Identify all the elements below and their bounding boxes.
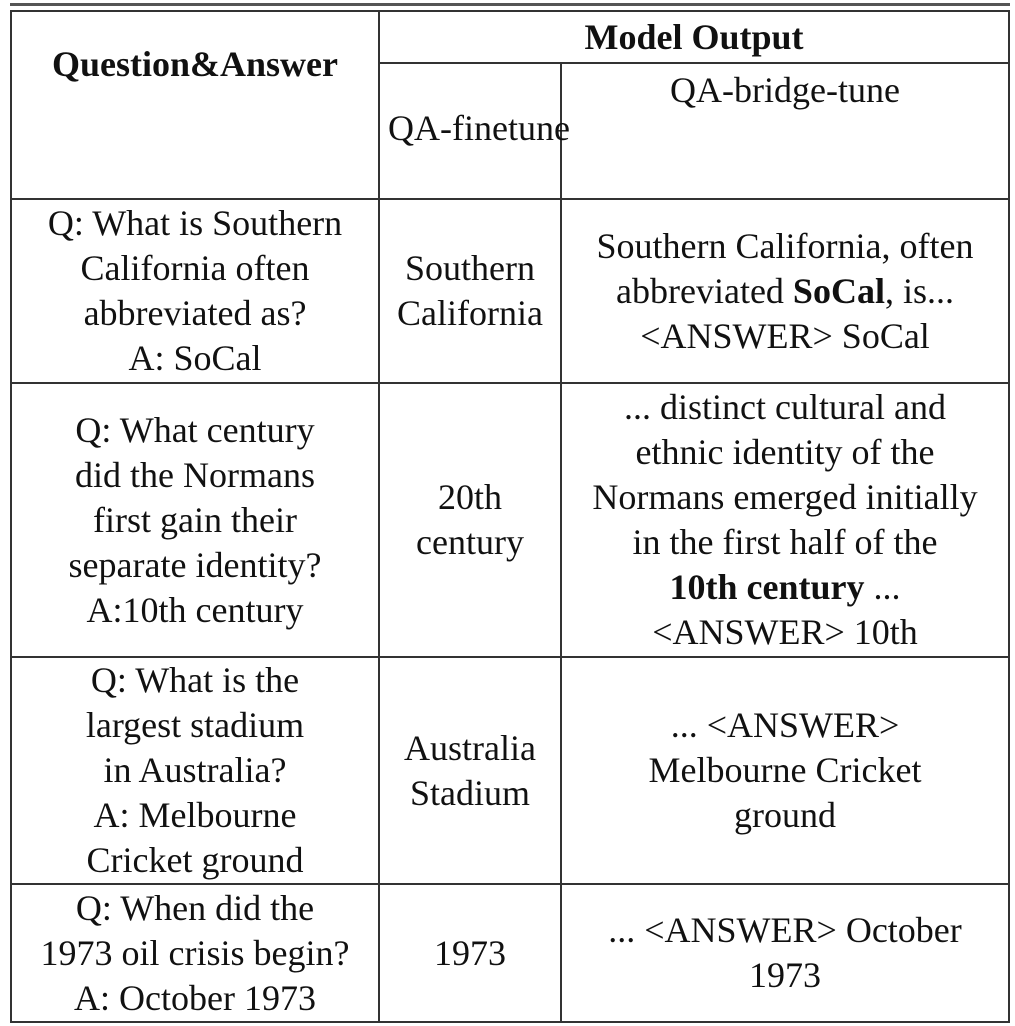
bridge-tune-output-cell bbox=[561, 383, 1009, 657]
qa-line: California often bbox=[80, 248, 310, 288]
qa-line: separate identity? bbox=[68, 544, 322, 585]
table-row bbox=[11, 657, 1009, 884]
table-row bbox=[11, 383, 1009, 657]
question-answer-cell bbox=[11, 657, 379, 884]
bridge-line: in the first half of the bbox=[632, 522, 938, 562]
table-row bbox=[11, 199, 1009, 383]
bridge-line bbox=[562, 565, 1008, 610]
qa-line: Q: What century bbox=[75, 409, 315, 450]
qa-line: Q: What is the bbox=[90, 660, 300, 700]
bridge-tune-output-cell bbox=[561, 657, 1009, 884]
header-qa-finetune bbox=[379, 63, 570, 199]
header-qa-finetune-label: QA-finetune bbox=[388, 108, 570, 148]
qa-line: Cricket ground bbox=[86, 840, 304, 880]
qa-line: Q: When did the bbox=[75, 887, 315, 928]
finetune-line: Stadium bbox=[409, 772, 530, 813]
header-row-top bbox=[11, 11, 1009, 63]
bridge-line: 1973 bbox=[749, 955, 821, 995]
question-answer-cell bbox=[11, 884, 379, 1022]
bridge-line bbox=[562, 269, 1008, 314]
finetune-output-cell bbox=[379, 383, 561, 657]
header-question-answer bbox=[11, 11, 379, 199]
finetune-line: 1973 bbox=[434, 932, 506, 973]
bridge-line: <ANSWER> 10th bbox=[652, 612, 918, 652]
qa-line: largest stadium bbox=[85, 705, 305, 745]
bridge-line: Southern California, often bbox=[596, 225, 974, 266]
header-model-output: Model Output bbox=[379, 11, 1009, 63]
qa-line: first gain their bbox=[93, 499, 297, 540]
bridge-line: Melbourne Cricket bbox=[648, 750, 922, 790]
qa-line: A: SoCal bbox=[128, 338, 262, 378]
qa-line: A:10th century bbox=[86, 589, 304, 630]
table-top-rule bbox=[10, 3, 1010, 6]
bridge-answer-highlight: 10th century bbox=[669, 567, 865, 607]
question-answer-cell bbox=[11, 199, 379, 383]
finetune-line: 20th bbox=[437, 477, 502, 517]
finetune-line: Southern bbox=[405, 248, 535, 288]
bridge-text: , is... bbox=[884, 270, 954, 311]
finetune-line: Australia bbox=[404, 727, 536, 768]
finetune-output-cell bbox=[379, 884, 561, 1022]
finetune-output-cell bbox=[379, 657, 561, 884]
bridge-line: <ANSWER> SoCal bbox=[640, 315, 930, 356]
qa-line: 1973 oil crisis begin? bbox=[40, 932, 350, 973]
table-row bbox=[11, 884, 1009, 1022]
bridge-text: ... bbox=[864, 567, 901, 607]
finetune-line: California bbox=[397, 293, 543, 333]
header-qa-bridge-tune bbox=[561, 63, 1009, 199]
qa-line: Q: What is Southern bbox=[47, 203, 343, 243]
bridge-line: ... <ANSWER> October bbox=[608, 910, 962, 950]
bridge-line: ethnic identity of the bbox=[635, 432, 935, 472]
qa-line: did the Normans bbox=[75, 454, 315, 495]
bridge-tune-output-cell bbox=[561, 199, 1009, 383]
bridge-line: Normans emerged initially bbox=[592, 477, 978, 517]
qa-line: abbreviated as? bbox=[83, 293, 307, 333]
header-question-answer-label: Question&Answer bbox=[52, 44, 338, 84]
qa-comparison-table bbox=[10, 10, 1010, 1023]
bridge-answer-highlight: SoCal bbox=[792, 270, 885, 311]
finetune-output-cell bbox=[379, 199, 561, 383]
finetune-line: century bbox=[416, 522, 524, 562]
qa-line: A: October 1973 bbox=[74, 977, 316, 1018]
bridge-tune-output-cell bbox=[561, 884, 1009, 1022]
bridge-line: ground bbox=[734, 795, 836, 835]
bridge-text: abbreviated bbox=[616, 270, 793, 311]
bridge-line: ... <ANSWER> bbox=[670, 705, 900, 745]
question-answer-cell bbox=[11, 383, 379, 657]
bridge-line: ... distinct cultural and bbox=[624, 387, 946, 427]
header-qa-bridge-tune-label: QA-bridge-tune bbox=[670, 70, 900, 110]
qa-line: in Australia? bbox=[103, 750, 287, 790]
qa-line: A: Melbourne bbox=[93, 795, 297, 835]
